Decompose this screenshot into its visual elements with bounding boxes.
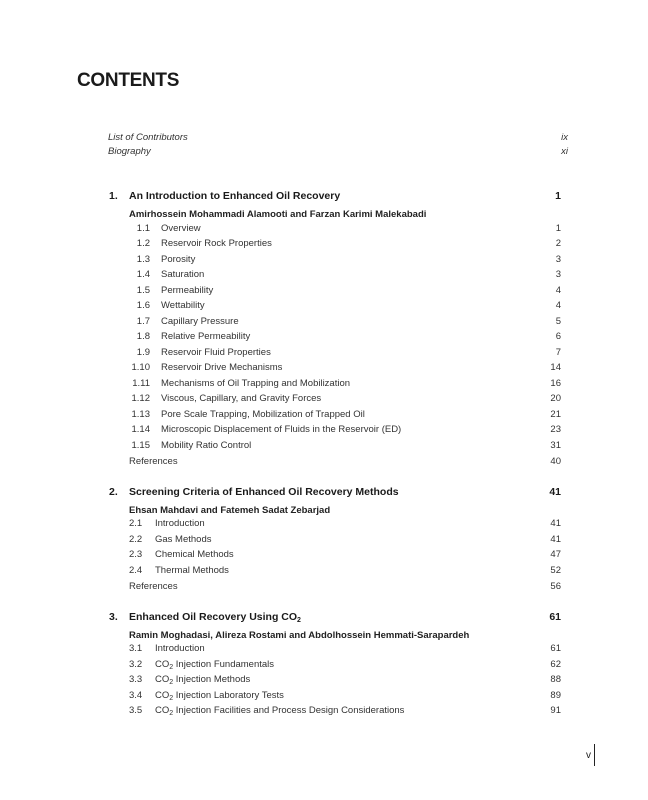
entry-label: Biography — [108, 146, 151, 157]
entry-page: ix — [561, 132, 568, 143]
section-page: 89 — [550, 690, 561, 701]
section-number: 1.8 — [136, 331, 150, 342]
section-title: Porosity — [161, 254, 196, 265]
folio-rule — [594, 744, 595, 766]
section-number: 1.10 — [131, 362, 150, 373]
section-number: 1.11 — [132, 378, 150, 389]
section-number: 1.15 — [131, 440, 150, 451]
references-label: References — [129, 581, 178, 592]
section-title: Mobility Ratio Control — [161, 440, 252, 451]
chapter-title: Enhanced Oil Recovery Using $CO_2$ — [129, 611, 301, 624]
chapter-3-authors: Ramin Moghadasi, Alireza Rostami and Abdolhossein Hemmati-Sarapardeh — [129, 630, 470, 641]
section-number: 3.2 — [129, 659, 143, 670]
section-number: 3.4 — [129, 690, 143, 701]
section-number: 1.3 — [136, 254, 150, 265]
section-number: 1.14 — [131, 424, 150, 435]
section-number: 1.9 — [136, 347, 150, 358]
section-number: 1.5 — [136, 285, 150, 296]
toc-references[interactable] — [129, 581, 561, 592]
section-title: Saturation — [161, 269, 205, 280]
section-page: 20 — [550, 393, 561, 404]
section-page: 2 — [555, 238, 561, 249]
toc-references[interactable] — [129, 456, 561, 467]
section-number: 1.13 — [131, 409, 150, 420]
section-title: $CO_2$ Injection Methods — [155, 674, 251, 686]
section-title: $CO_2$ Injection Fundamentals — [155, 659, 275, 671]
section-page: 41 — [550, 534, 561, 545]
section-page: 3 — [555, 254, 561, 265]
chapter-2-authors: Ehsan Mahdavi and Fatemeh Sadat Zebarjad — [129, 505, 331, 516]
section-title: $CO_2$ Injection Laboratory Tests — [155, 690, 284, 702]
section-page: 4 — [555, 285, 561, 296]
section-number: 2.3 — [129, 549, 143, 560]
section-page: 14 — [550, 362, 561, 373]
chapter-page: 41 — [549, 486, 561, 498]
section-title: Relative Permeability — [161, 331, 251, 342]
section-title: Introduction — [155, 518, 205, 529]
section-number: 1.4 — [136, 269, 150, 280]
section-page: 91 — [550, 705, 561, 716]
section-number: 1.2 — [136, 238, 150, 249]
section-page: 61 — [550, 643, 561, 654]
page-number: v — [586, 750, 591, 761]
section-title: Introduction — [155, 643, 205, 654]
chapter-title: Screening Criteria of Enhanced Oil Recovery Methods — [129, 486, 399, 498]
section-title: Thermal Methods — [155, 565, 229, 576]
section-page: 23 — [550, 424, 561, 435]
section-title: Reservoir Rock Properties — [161, 238, 272, 249]
section-page: 6 — [555, 331, 561, 342]
chapter-number: 2. — [109, 486, 118, 498]
section-page: 62 — [550, 659, 561, 670]
section-number: 1.1 — [136, 223, 150, 234]
page-title: CONTENTS — [77, 70, 180, 91]
references-page: 56 — [550, 581, 561, 592]
section-number: 1.7 — [136, 316, 150, 327]
section-page: 21 — [550, 409, 561, 420]
toc-entry-contributors[interactable] — [108, 132, 568, 143]
section-title: Viscous, Capillary, and Gravity Forces — [161, 393, 322, 404]
section-page: 31 — [550, 440, 561, 451]
section-title: $CO_2$ Injection Facilities and Process Design Considerations — [155, 705, 405, 717]
section-title: Pore Scale Trapping, Mobilization of Trapped Oil — [161, 409, 365, 420]
section-page: 4 — [555, 300, 561, 311]
section-page: 41 — [550, 518, 561, 529]
entry-page: xi — [561, 146, 568, 157]
references-label: References — [129, 456, 178, 467]
section-title: Permeability — [161, 285, 214, 296]
section-title: Reservoir Fluid Properties — [161, 347, 271, 358]
section-number: 3.5 — [129, 705, 143, 716]
chapter-page: 61 — [549, 611, 561, 623]
chapter-number: 3. — [109, 611, 118, 623]
section-title: Gas Methods — [155, 534, 212, 545]
section-number: 1.6 — [136, 300, 150, 311]
section-page: 1 — [555, 223, 561, 234]
chapter-page: 1 — [555, 190, 561, 202]
section-title: Mechanisms of Oil Trapping and Mobilization — [161, 378, 351, 389]
section-title: Reservoir Drive Mechanisms — [161, 362, 283, 373]
section-number: 3.3 — [129, 674, 143, 685]
chapter-1-authors: Amirhossein Mohammadi Alamooti and Farzan Karimi Malekabadi — [129, 209, 427, 220]
section-page: 16 — [550, 378, 561, 389]
section-number: 1.12 — [131, 393, 150, 404]
section-title: Microscopic Displacement of Fluids in the Reservoir (ED) — [161, 424, 402, 435]
section-title: Capillary Pressure — [161, 316, 239, 327]
section-page: 52 — [550, 565, 561, 576]
section-page: 3 — [555, 269, 561, 280]
section-number: 2.4 — [129, 565, 143, 576]
section-title: Wettability — [161, 300, 205, 311]
section-title: Overview — [161, 223, 201, 234]
section-page: 88 — [550, 674, 561, 685]
section-title: Chemical Methods — [155, 549, 234, 560]
section-page: 7 — [555, 347, 561, 358]
toc-entry-biography[interactable] — [108, 146, 568, 157]
chapter-title: An Introduction to Enhanced Oil Recovery — [129, 190, 341, 202]
chapter-number: 1. — [109, 190, 118, 202]
references-page: 40 — [550, 456, 561, 467]
section-page: 47 — [550, 549, 561, 560]
section-number: 3.1 — [129, 643, 143, 654]
section-page: 5 — [555, 316, 561, 327]
entry-label: List of Contributors — [108, 132, 188, 143]
section-number: 2.2 — [129, 534, 143, 545]
section-number: 2.1 — [129, 518, 143, 529]
